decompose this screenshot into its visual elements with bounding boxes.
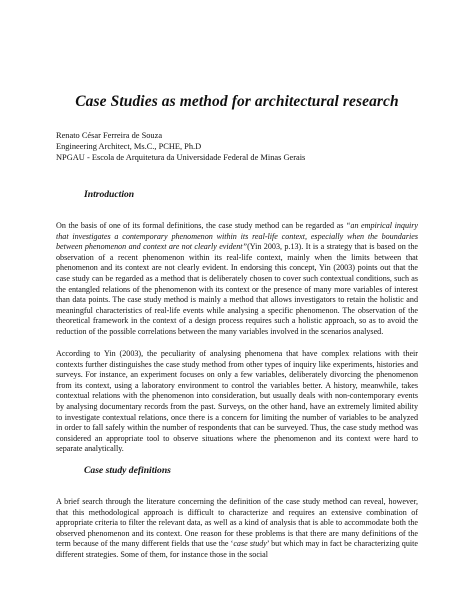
section-heading-introduction: Introduction bbox=[84, 189, 135, 200]
definitions-paragraph-1 bbox=[56, 497, 418, 561]
paragraph-text: ’ but which may in fact be characterizing quite different strategies. Some of them, for instance those in the social bbox=[56, 539, 418, 559]
author-affiliation: NPGAU - Escola de Arquitetura da Universidade Federal de Minas Gerais bbox=[56, 152, 306, 162]
introduction-paragraph-1 bbox=[56, 221, 418, 338]
section-heading-definitions: Case study definitions bbox=[84, 465, 171, 476]
definition-quote: “an empirical inquiry that investigates a contemporary phenomenon within its real-life context, especially when the boundaries between phenomenon and context are not clearly evident” bbox=[56, 221, 418, 252]
author-credentials: Engineering Architect, Ms.C., PCHE, Ph.D bbox=[56, 141, 202, 151]
italic-term: case study bbox=[233, 539, 267, 549]
paragraph-text: (Yin 2003, p.13). It is a strategy that is based on the observation of a recent phenomenon within its real-life context, mainly when the limits between that phenomenon and its context are not clearly evident. In endorsing this concept, Yin (2003) points out that the case study can be regarded as a method that is deliberately chosen to cover such contextual conditions, such as the entangled relations of the phenomenon with its context or the presence of many more variables of interest than data points. The case study method is mainly a method that allows investigators to retain the holistic and meaningful characteristics of real-life events while analysing a specific phenomenon. The observation of the theoretical framework in the context of a design process requires such a holistic approach, so as to avoid the reduction of the possible correlations between the many variables involved in the scenarios analysed. bbox=[56, 242, 418, 336]
paper-title: Case Studies as method for architectural research bbox=[75, 93, 399, 110]
paragraph-text: On the basis of one of its formal definitions, the case study method can be regarded as bbox=[56, 221, 346, 230]
introduction-paragraph-2: According to Yin (2003), the peculiarity of analysing phenomena that have complex relations with their contexts further distinguishes the case study method from other types of inquiry like experiments, histories and surveys. For instance, an experiment focuses on only a few variables, deliberately divorcing the phenomenon from its context, using a laboratory environment to control the variables better. A history, meanwhile, takes contextual relations with the phenomenon into consideration, but usually deals with non-contemporary events by analysing documentary records from the past. Surveys, on the other hand, have an extremely limited ability to investigate contextual relations, once there is a concern for limiting the number of variables to be analyzed in order to fall safely within the number of respondents that can be surveyed. Thus, the case study method was considered an appropriate tool to observe situations where the phenomenon and its context were hard to separate analytically. bbox=[56, 349, 418, 454]
paragraph-text: A brief search through the literature concerning the definition of the case study method can reveal, however, that this methodological approach is difficult to characterize and requires an extensive combination of appropriate criteria to filter the relevant data, as well as a kind of analysis that is able to accommodate both the observed phenomenon and its context. One reason for these problems is that there are many definitions of the term because of the many different fields that use the ‘ bbox=[56, 497, 418, 549]
author-block bbox=[56, 131, 436, 163]
author-name: Renato César Ferreira de Souza bbox=[56, 131, 163, 140]
